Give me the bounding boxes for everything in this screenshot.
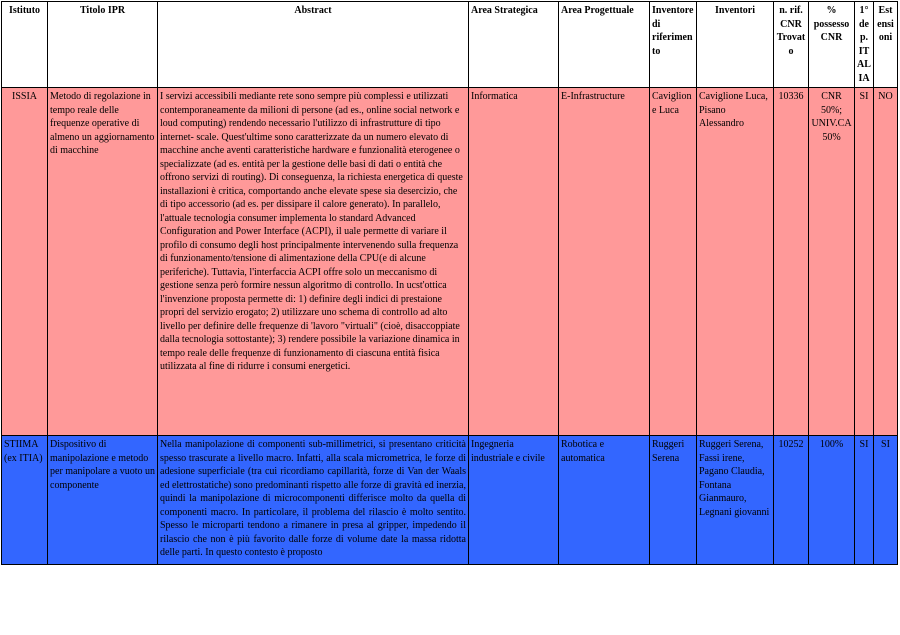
cell-n-rif: 10336 xyxy=(774,88,809,436)
cell-primo-deposito: SI xyxy=(855,88,874,436)
ipr-table xyxy=(1,1,898,565)
header-row xyxy=(2,2,898,88)
header-istituto: Istituto xyxy=(2,2,48,88)
cell-istituto: STIIMA (ex ITIA) xyxy=(2,436,48,565)
cell-istituto: ISSIA xyxy=(2,88,48,436)
cell-estensioni: SI xyxy=(874,436,898,565)
cell-inventori: Ruggeri Serena, Fassi irene, Pagano Claudia, Fontana Gianmauro, Legnani giovanni xyxy=(697,436,774,565)
cell-possesso: CNR 50%; UNIV.CA 50% xyxy=(809,88,855,436)
header-inventori: Inventori xyxy=(697,2,774,88)
header-n-rif: n. rif. CNR Trovato xyxy=(774,2,809,88)
cell-titolo: Dispositivo di manipolazione e metodo per manipolare a vuoto un componente xyxy=(48,436,158,565)
cell-area-progettuale: E-Infrastructure xyxy=(559,88,650,436)
table-row xyxy=(2,436,898,565)
header-possesso: % possesso CNR xyxy=(809,2,855,88)
cell-abstract: I servizi accessibili mediante rete sono sempre più complessi e utilizzati contemporaneamente da milioni di persone (ad es., online social network e loud computing) rendendo necessario l'utilizzo di infrastrutture di tipo internet- scale. Quest'ultime sono caratterizzate da un numero elevato di macchine anche aventi caratteristiche hardware e funzionalità eterogenee o specializzate (ad es. entità per la gestione delle basi di dati o entità che offrono servizi di routing). Di conseguenza, la richiesta energetica di queste installazioni è critica, comportando anche elevate spese sia desercizio, che di tipo accessorio (ad es. per dissipare il calore generato). In parallelo, l'attuale tecnologia consumer implementa lo standard Advanced Configuration and Power Interface (ACPI), il uale permette di variare il profilo di consumo degli host principalmente intervenendo sulla frequenza di funzionamento/tensione di alimentazione della CPU(e di alcune periferiche). Tuttavia, l'interfaccia ACPI offre solo un meccanismo di gestione senza però formire nessun algoritmo di controllo. In ucst'ottica l'invenzione proposta permette di: 1) definire degli indici di prestaione propri del servizio erogato; 2) utilizzare uno schema di controllo ad alto livello per definire delle frequenze di 'lavoro "virtuali" (cioè, disaccoppiate dalla tecnologia sottostante); 3) rendere possibile la variazione dinamica in tempo reale delle frequenze di funzionamento di ciascuna entità fisica utilizzata al fine di ridurre i consumi energetici. xyxy=(158,88,469,436)
cell-area-progettuale: Robotica e automatica xyxy=(559,436,650,565)
cell-area-strategica: Ingegneria industriale e civile xyxy=(469,436,559,565)
abstract-text: Nella manipolazione di componenti sub-millimetrici, si presentano criticità spesso trascurate a livello macro. Infatti, alla scala micrometrica, le forze di adesione superficiale (tra cui ricordiamo capillarità, forze di Van der Waals ed elettrostatiche) sono predominanti rispetto alle forze di gravità ed inerzia, quindi la manipolazione di microcomponenti differisce molto da quella di componenti macro. In particolare, il problema del rilascio è molto sentito. Spesso le microparti tendono a rimanere in presa al gripper, impedendo il rilascio che non è più favorito dalle forze di volume date la massa ridotta delle parti. In questo contesto è proposto xyxy=(160,439,466,558)
header-area-strategica: Area Strategica xyxy=(469,2,559,88)
header-estensioni: Est ensi oni xyxy=(874,2,898,88)
cell-inventore-riferimento: Caviglione Luca xyxy=(650,88,697,436)
header-titolo: Titolo IPR xyxy=(48,2,158,88)
cell-possesso: 100% xyxy=(809,436,855,565)
cell-abstract xyxy=(158,436,469,565)
cell-titolo: Metodo di regolazione in tempo reale delle frequenze operative di almeno un aggiornamento di macchine xyxy=(48,88,158,436)
cell-inventori: Caviglione Luca, Pisano Alessandro xyxy=(697,88,774,436)
cell-estensioni: NO xyxy=(874,88,898,436)
header-inventore-riferimento: Inventore di riferimento xyxy=(650,2,697,88)
cell-area-strategica: Informatica xyxy=(469,88,559,436)
cell-n-rif: 10252 xyxy=(774,436,809,565)
cell-primo-deposito: SI xyxy=(855,436,874,565)
table-row xyxy=(2,88,898,436)
header-area-progettuale: Area Progettuale xyxy=(559,2,650,88)
header-primo-deposito: 1° de p. IT AL IA xyxy=(855,2,874,88)
cell-inventore-riferimento: Ruggeri Serena xyxy=(650,436,697,565)
header-abstract: Abstract xyxy=(158,2,469,88)
